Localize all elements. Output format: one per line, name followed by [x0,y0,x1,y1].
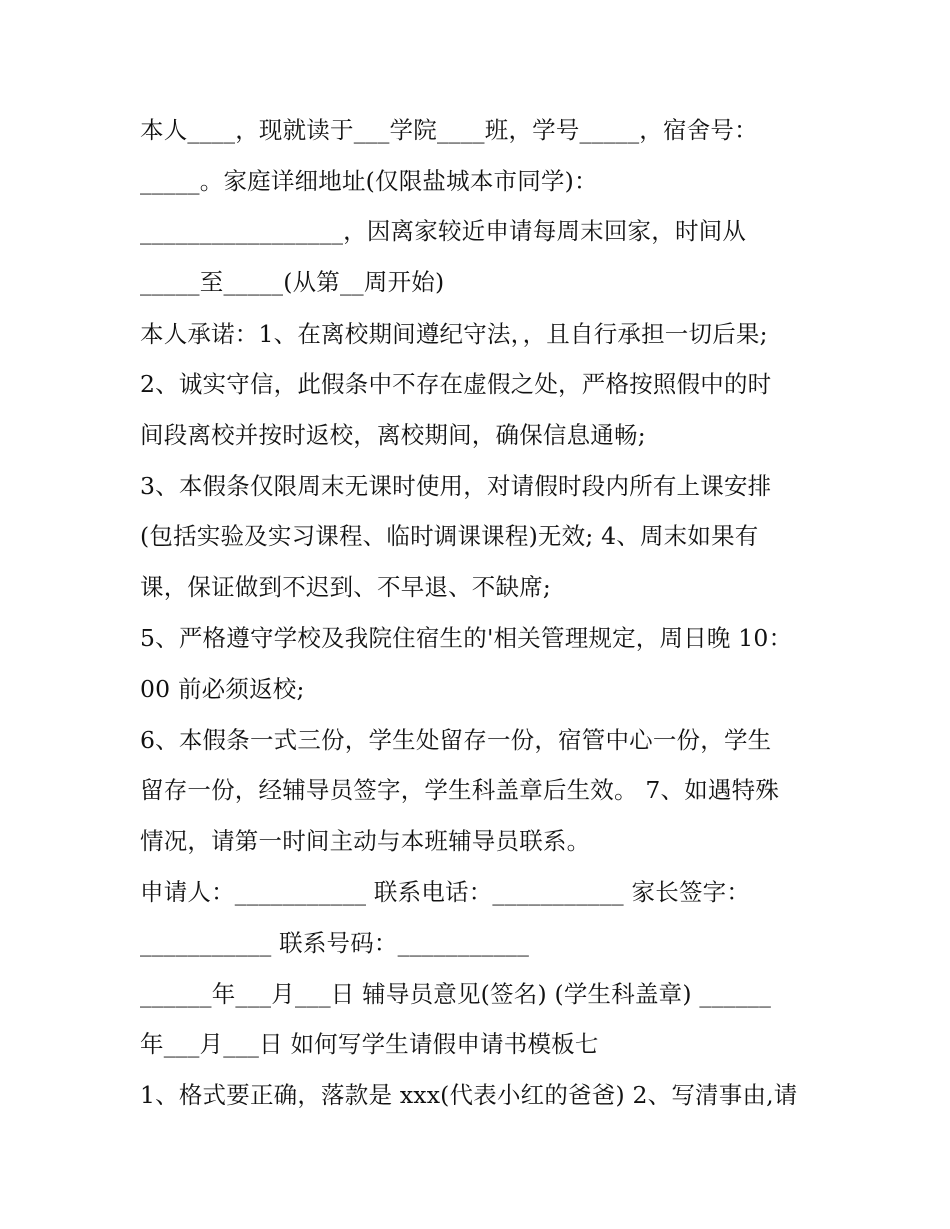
text-line: ___________ 联系号码：___________ [140,929,530,957]
text-line: 留存一份，经辅导员签字，学生科盖章后生效。 7、如遇特殊 [140,776,780,804]
text-line: 年___月___日 如何写学生请假申请书模板七 [140,1030,599,1058]
text-line: 2、诚实守信，此假条中不存在虚假之处，严格按照假中的时 [140,370,772,398]
text-line: 本人____，现就读于___学院____班，学号_____，宿舍号： [140,116,758,144]
text-line: _________________，因离家较近申请每周末回家，时间从 [140,217,747,245]
text-line: 1、格式要正确，落款是 xxx(代表小红的爸爸) 2、写清事由,请 [140,1081,798,1109]
text-line: _____。家庭详细地址(仅限盐城本市同学)： [140,167,598,195]
text-line: ______年___月___日 辅导员意见(签名) (学生科盖章) ______ [140,980,772,1008]
text-line: 6、本假条一式三份，学生处留存一份，宿管中心一份，学生 [140,726,772,754]
text-line: 课，保证做到不迟到、不早退、不缺席; [140,573,552,601]
text-line: 间段离校并按时返校，离校期间，确保信息通畅; [140,421,646,449]
text-line: 00 前必须返校; [140,675,305,703]
text-line: (包括实验及实习课程、临时调课课程)无效; 4、周末如果有 [140,522,759,550]
text-line: 5、严格遵守学校及我院住宿生的'相关管理规定，周日晚 10： [140,624,793,652]
text-line: 3、本假条仅限周末无课时使用，对请假时段内所有上课安排 [140,472,772,500]
text-line: 本人承诺：1、在离校期间遵纪守法，，且自行承担一切后果; [140,320,768,348]
text-line: 申请人：___________ 联系电话：___________ 家长签字： [140,878,751,906]
text-line: 情况，请第一时间主动与本班辅导员联系。 [140,827,591,855]
text-line: _____至_____(从第__周开始) [140,268,445,296]
